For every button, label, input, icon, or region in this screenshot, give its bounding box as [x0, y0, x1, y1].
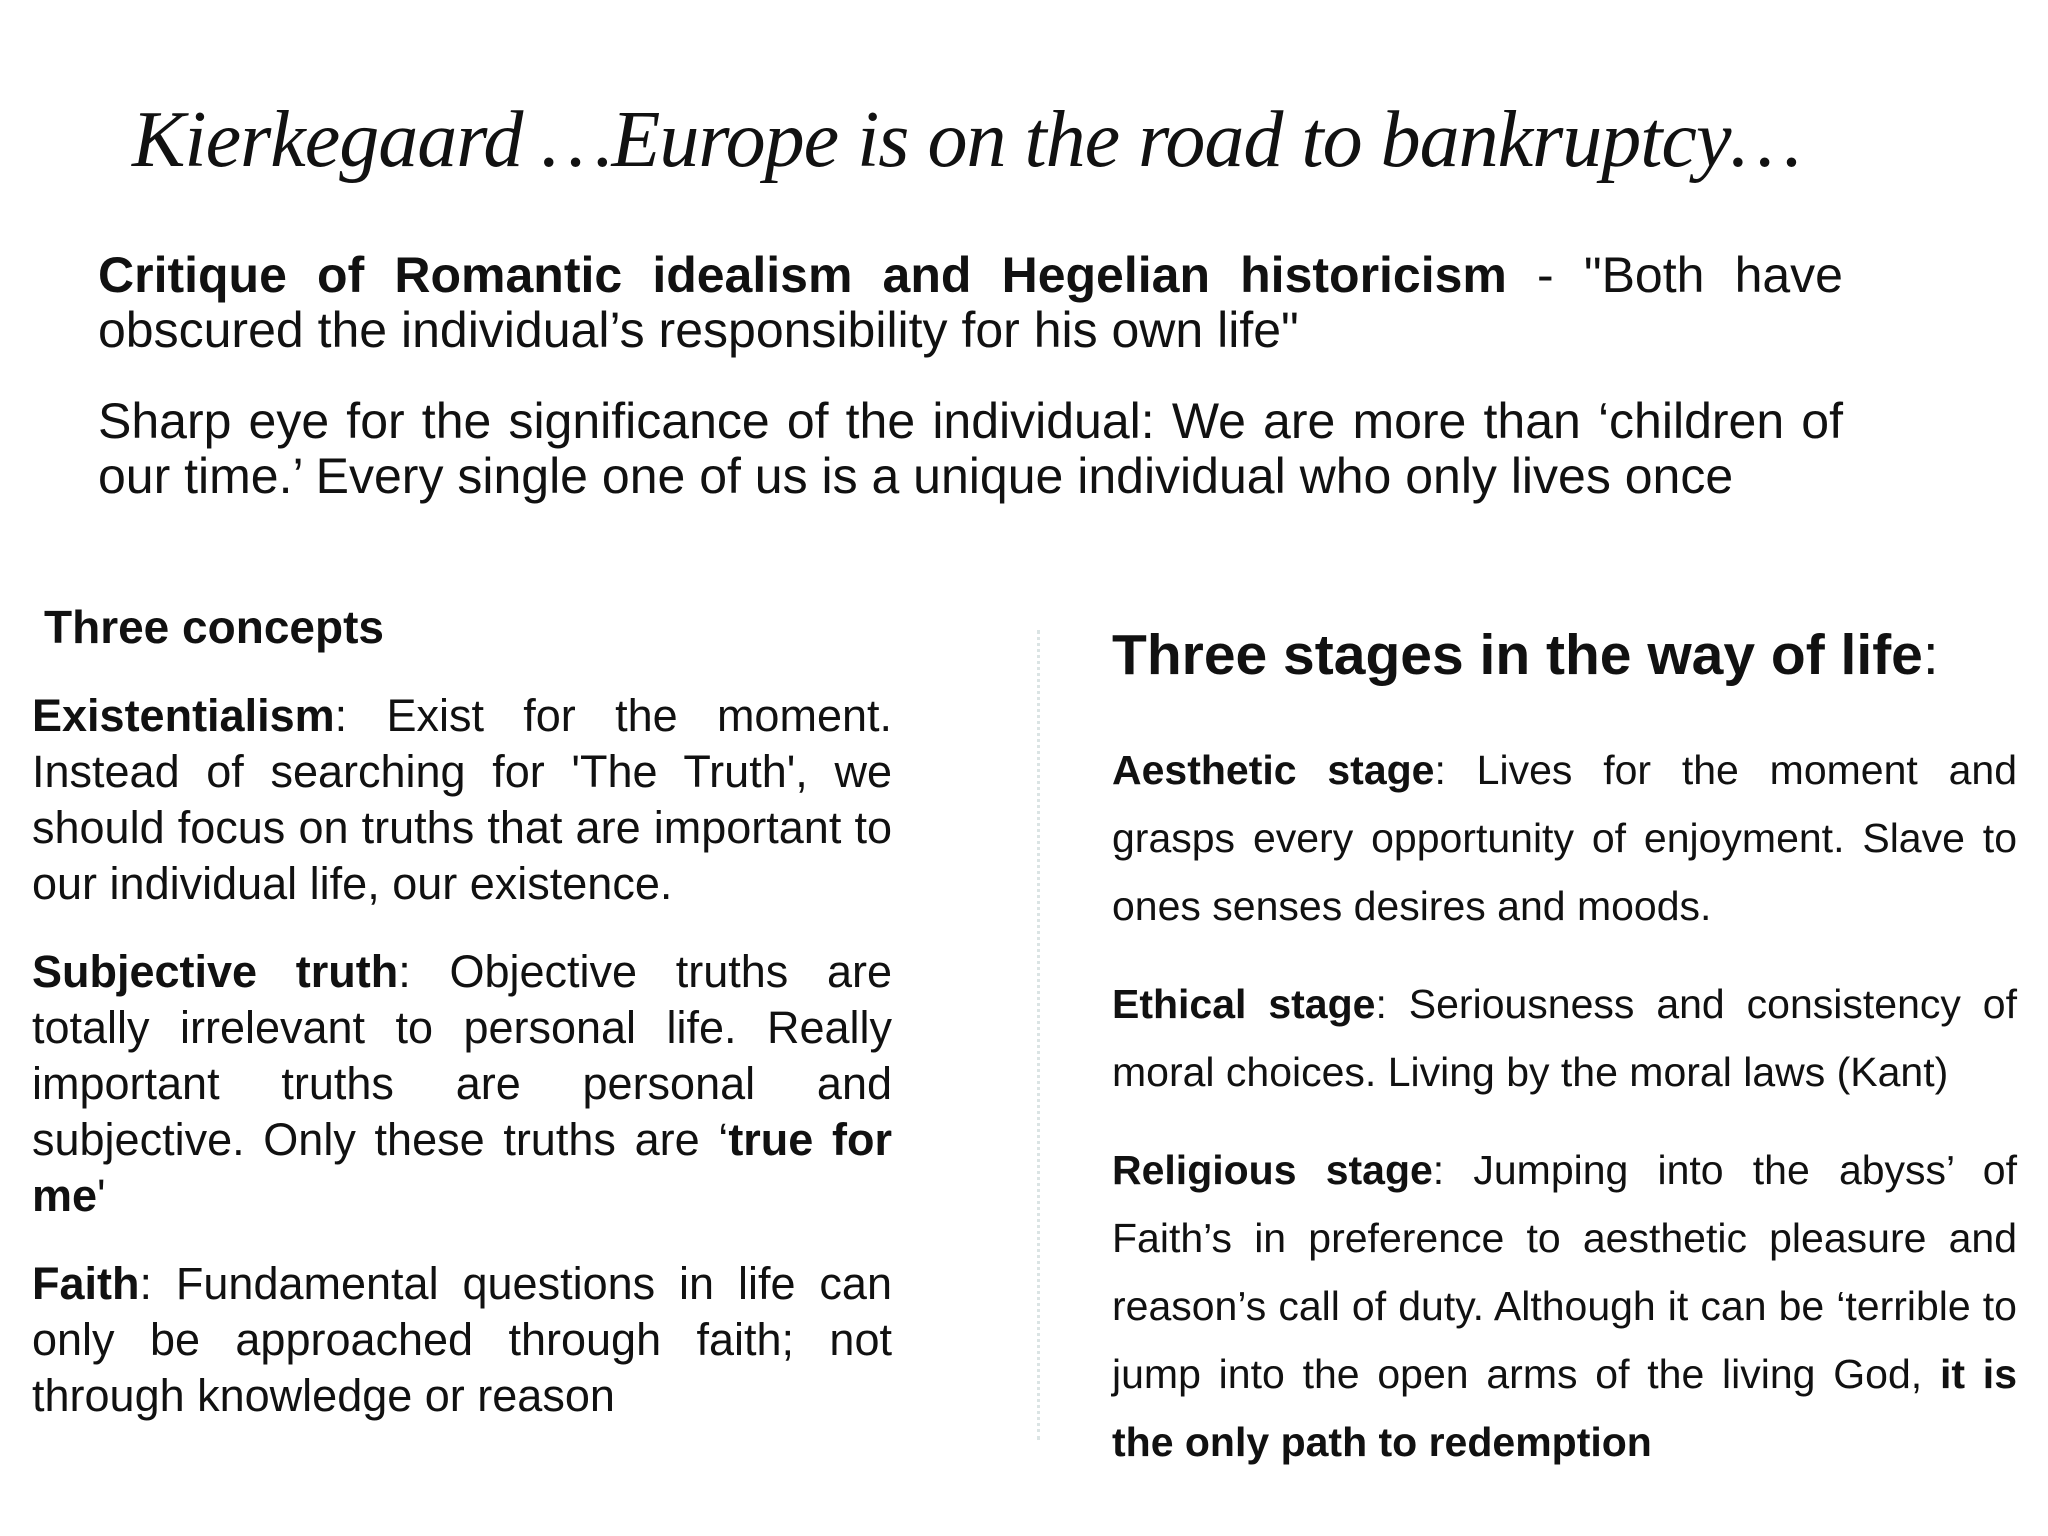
stage-term: Religious stage [1112, 1147, 1433, 1193]
intro-section [98, 248, 1843, 540]
column-divider [1037, 630, 1040, 1440]
stage-term: Aesthetic stage [1112, 747, 1435, 793]
concept-description: : Fundamental questions in life can only be approached through faith; not through knowledge or reason [32, 1258, 892, 1421]
intro-critique-heading: Critique of Romantic idealism and Hegelian historicism [98, 247, 1507, 303]
three-stages-heading [1112, 620, 2017, 690]
intro-paragraph-individual: Sharp eye for the significance of the individual: We are more than ‘children of our time.’ Every single one of us is a unique individual who only lives once [98, 393, 1843, 504]
stage-description: : Seriousness and consistency of moral choices. Living by the moral laws (Kant) [1112, 981, 2017, 1095]
concept-term: Faith [32, 1258, 140, 1309]
stage-religious [1112, 1136, 2017, 1476]
intro-critique-text: - "Both have obscured the individual’s responsibility for his own life" [98, 247, 1843, 358]
three-concepts-heading: Three concepts [44, 601, 384, 653]
concept-subjective-truth [32, 944, 892, 1224]
concept-tail: ' [97, 1170, 106, 1221]
slide-title: Kierkegaard …Europe is on the road to bankruptcy… [132, 96, 1801, 184]
stage-emphasis: it is the only path to redemption [1112, 1351, 2018, 1465]
three-stages-heading-text: Three stages in the way of life [1112, 623, 1923, 687]
three-stages-column [1112, 620, 2017, 1506]
stage-description: : Jumping into the abyss’ of Faith’s in preference to aesthetic pleasure and reason’s call of duty. Although it can be ‘terrible to jump into the open arms of the living God, [1112, 1147, 2017, 1397]
stage-aesthetic [1112, 736, 2017, 940]
three-stages-heading-colon: : [1922, 623, 1939, 687]
concept-description: : Exist for the moment. Instead of searching for 'The Truth', we should focus on truths that are important to our individual life, our existence. [32, 690, 892, 909]
stage-description: : Lives for the moment and grasps every opportunity of enjoyment. Slave to ones senses desires and moods. [1112, 747, 2017, 929]
stage-ethical [1112, 970, 2017, 1106]
three-concepts-column [32, 600, 892, 1456]
stage-term: Ethical stage [1112, 981, 1376, 1027]
concept-existentialism [32, 688, 892, 912]
concept-term: Existentialism [32, 690, 335, 741]
concept-description: : Objective truths are totally irrelevant to personal life. Really important truths are personal and subjective. Only these truths are ‘ [32, 946, 892, 1165]
intro-paragraph-critique [98, 248, 1843, 358]
concept-faith [32, 1256, 892, 1424]
concept-term: Subjective truth [32, 946, 399, 997]
concept-emphasis: true for me [32, 1114, 893, 1221]
